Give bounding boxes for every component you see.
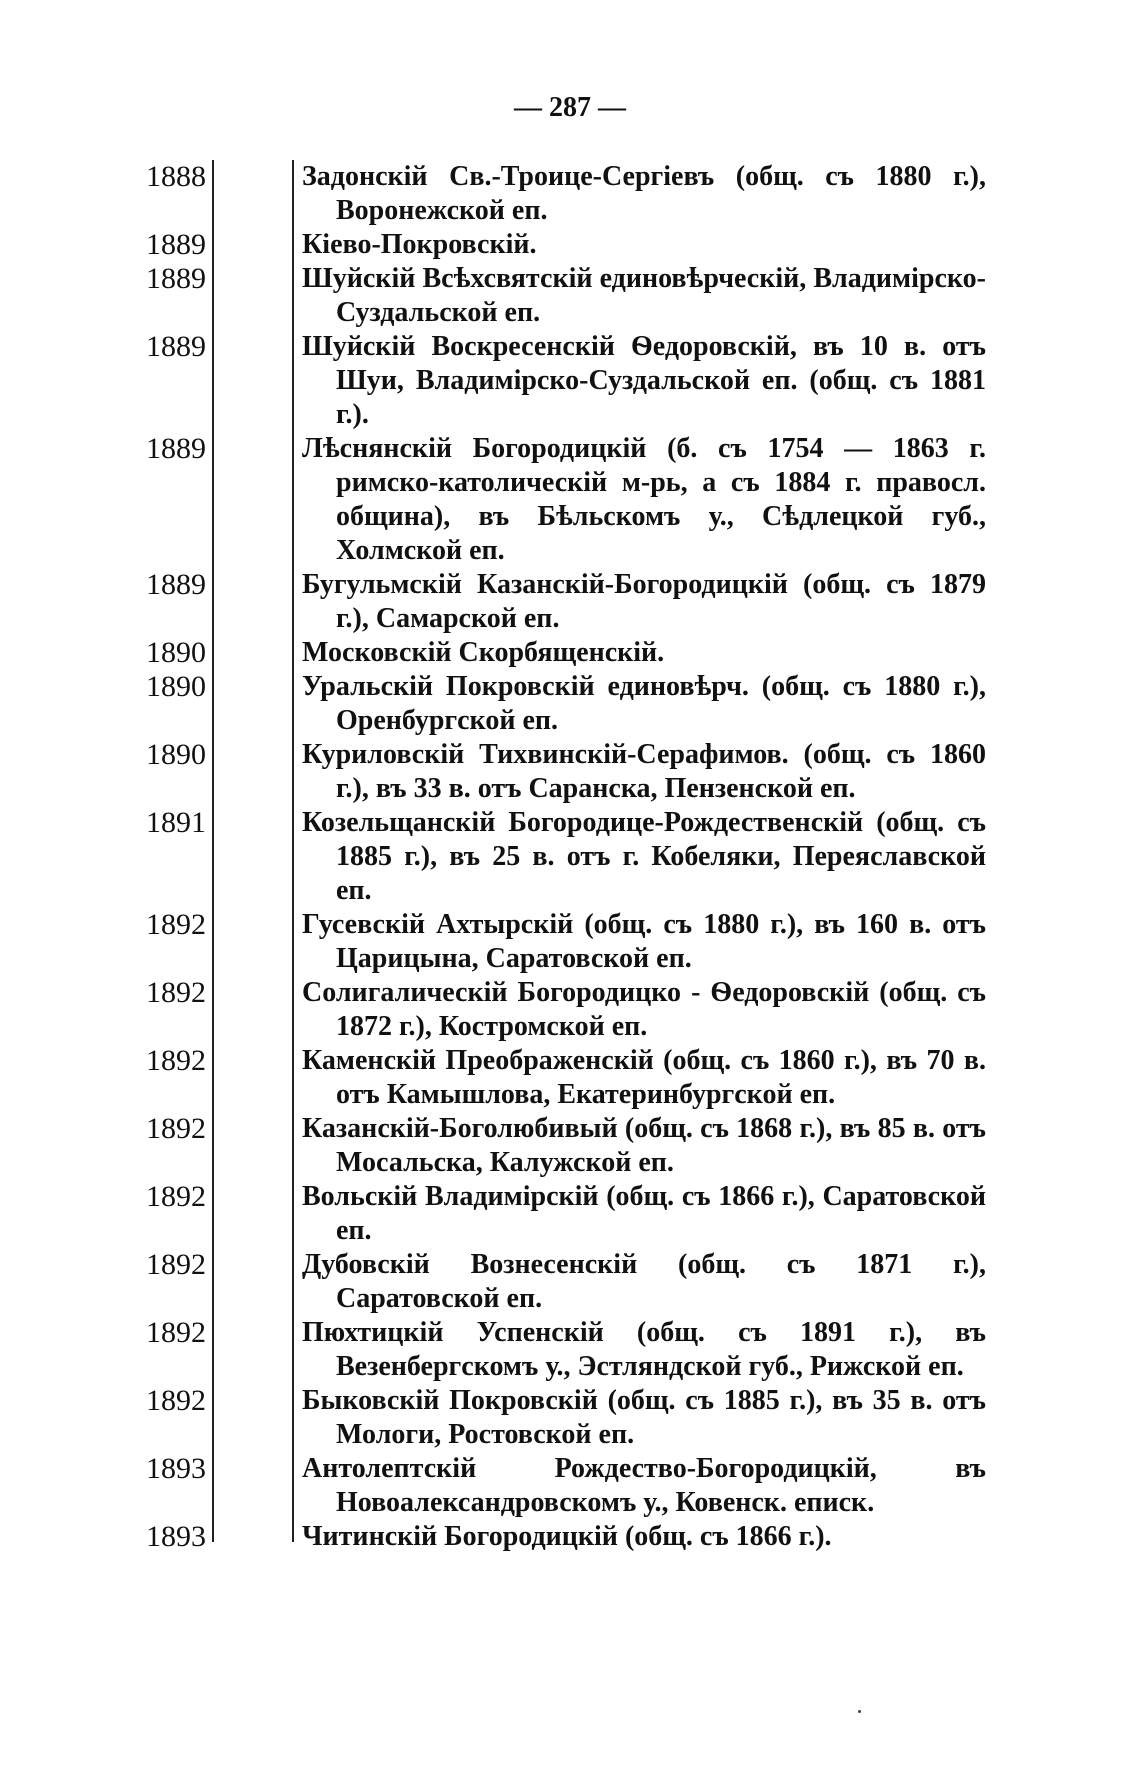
list-item (0, 636, 1140, 670)
entry-year: 1892 (146, 908, 206, 941)
entry-year: 1892 (146, 1180, 206, 1213)
list-item (0, 1316, 1140, 1384)
entry-text: Солигалическій Богородицко - Ѳедоровскій (общ. съ 1872 г.), Костромской еп. (302, 977, 986, 1042)
list-item (0, 1452, 1140, 1520)
entry-text: Дубовскій Вознесенскій (общ. съ 1871 г.), Саратовской еп. (302, 1249, 986, 1314)
entry-year: 1892 (146, 1384, 206, 1417)
entry-year: 1888 (146, 160, 206, 193)
list-item (0, 1248, 1140, 1316)
list-item (0, 262, 1140, 330)
entry-text: Задонскій Св.-Троице-Сергіевъ (общ. съ 1880 г.), Воронежской еп. (302, 161, 986, 226)
entry-text: Московскій Скорбященскій. (302, 637, 665, 668)
entry-text: Козельщанскій Богородице-Рождественскій (общ. съ 1885 г.), въ 25 в. отъ г. Кобеляки, Переяславской еп. (302, 807, 986, 906)
entry-year: 1889 (146, 262, 206, 295)
list-item (0, 1112, 1140, 1180)
list-item (0, 1384, 1140, 1452)
entry-year: 1889 (146, 432, 206, 465)
page-number: — 287 — (514, 92, 626, 123)
list-item (0, 908, 1140, 976)
entry-year: 1890 (146, 670, 206, 703)
entry-year: 1890 (146, 738, 206, 771)
entry-year: 1889 (146, 568, 206, 601)
list-item (0, 806, 1140, 908)
entry-year: 1893 (146, 1452, 206, 1485)
entry-year: 1889 (146, 228, 206, 261)
list-item (0, 160, 1140, 228)
entry-year: 1890 (146, 636, 206, 669)
entry-year: 1892 (146, 1044, 206, 1077)
list-item (0, 432, 1140, 568)
monastery-list (0, 160, 1140, 1554)
list-item (0, 1044, 1140, 1112)
entry-year: 1893 (146, 1520, 206, 1553)
entry-text: Кіево-Покровскій. (302, 229, 537, 260)
entry-text: Быковскій Покровскій (общ. съ 1885 г.), въ 35 в. отъ Мологи, Ростовской еп. (302, 1385, 986, 1450)
entry-text: Куриловскій Тихвинскій-Серафимов. (общ. съ 1860 г.), въ 33 в. отъ Саранска, Пензенской еп. (302, 739, 986, 804)
entry-text: Казанскій-Боголюбивый (общ. съ 1868 г.), въ 85 в. отъ Мосальска, Калужской еп. (302, 1113, 986, 1178)
entry-text: Пюхтицкій Успенскій (общ. съ 1891 г.), въ Везенбергскомъ у., Эстляндской губ., Рижской еп. (302, 1317, 986, 1382)
list-item (0, 1520, 1140, 1554)
entry-text: Гусевскій Ахтырскій (общ. съ 1880 г.), въ 160 в. отъ Царицына, Саратовской еп. (302, 909, 986, 974)
entry-text: Читинскій Богородицкій (общ. съ 1866 г.). (302, 1521, 832, 1552)
entry-text: Бугульмскій Казанскій-Богородицкій (общ. съ 1879 г.), Самарской еп. (302, 569, 986, 634)
entry-year: 1891 (146, 806, 206, 839)
entry-year: 1892 (146, 1112, 206, 1145)
entry-text: Шуйскій Всѣхсвятскій единовѣрческій, Владимірско-Суздальской еп. (302, 263, 986, 328)
entry-text: Вольскій Владимірскій (общ. съ 1866 г.), Саратовской еп. (302, 1181, 986, 1246)
print-speck (858, 1710, 861, 1713)
entry-text: Уральскій Покровскій единовѣрч. (общ. съ 1880 г.), Оренбургской еп. (302, 671, 986, 736)
entry-year: 1889 (146, 330, 206, 363)
entry-year: 1892 (146, 1316, 206, 1349)
list-item (0, 976, 1140, 1044)
entry-text: Антолептскій Рождество-Богородицкій, въ Новоалександровскомъ у., Ковенск. еписк. (302, 1453, 986, 1518)
list-item (0, 670, 1140, 738)
entry-text: Каменскій Преображенскій (общ. съ 1860 г.), въ 70 в. отъ Камышлова, Екатеринбургской еп. (302, 1045, 986, 1110)
list-item (0, 1180, 1140, 1248)
list-item (0, 738, 1140, 806)
list-item (0, 228, 1140, 262)
entry-year: 1892 (146, 976, 206, 1009)
list-item (0, 568, 1140, 636)
list-item (0, 330, 1140, 432)
entry-text: Лѣснянскій Богородицкій (б. съ 1754 — 1863 г. римско-католическій м-рь, а съ 1884 г. правосл. община), въ Бѣльскомъ у., Сѣдлецкой губ., Холмской еп. (302, 433, 986, 566)
entry-text: Шуйскій Воскресенскій Ѳедоровскій, въ 10 в. отъ Шуи, Владимірско-Суздальской еп. (общ. съ 1881 г.). (302, 331, 986, 430)
entry-year: 1892 (146, 1248, 206, 1281)
